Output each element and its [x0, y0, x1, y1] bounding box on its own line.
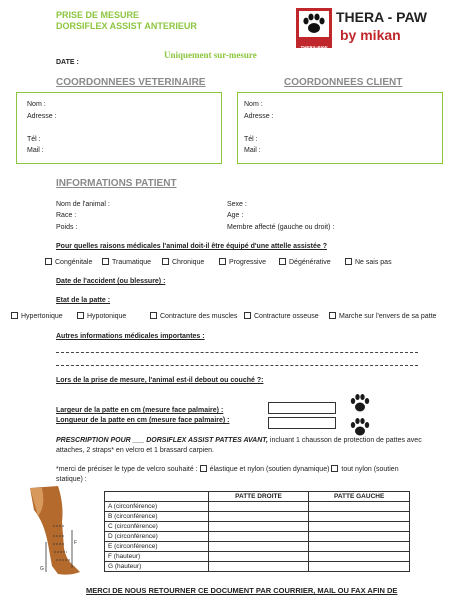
- client-section-title: COORDONNEES CLIENT: [284, 77, 403, 88]
- question-autres: Autres informations médicales importantes :: [56, 333, 205, 340]
- cell-droite-c[interactable]: [208, 522, 309, 532]
- table-row: B (circonférence): [105, 512, 410, 522]
- cell-gauche-f[interactable]: [309, 552, 410, 562]
- cell-droite-g[interactable]: [208, 562, 309, 572]
- logo-small-text: THERA-PAW: [300, 45, 328, 50]
- answer-line-1[interactable]: [56, 352, 418, 353]
- largeur-input[interactable]: [268, 402, 336, 414]
- prescription-line1: PRESCRIPTION POUR ___ DORSIFLEX ASSIST PATTES AVANT, incluant 1 chausson de protection de pattes avec: [56, 437, 422, 444]
- client-adresse: Adresse :: [244, 113, 274, 120]
- reason-degenerative[interactable]: Dégénérative: [279, 258, 331, 267]
- checkbox[interactable]: [219, 258, 226, 265]
- leg-letter-f: F: [74, 540, 78, 546]
- checkbox[interactable]: [279, 258, 286, 265]
- subtitle: Uniquement sur-mesure: [164, 50, 257, 60]
- title-line1: PRISE DE MESURE: [56, 10, 140, 20]
- cell-gauche-a[interactable]: [309, 502, 410, 512]
- patient-age: Age :: [227, 212, 244, 219]
- prescription-line2: attaches, 2 straps* en velcro et 1 brassard carpien.: [56, 447, 214, 454]
- velcro-nylon-checkbox[interactable]: [331, 465, 338, 472]
- patient-poids: Poids :: [56, 224, 78, 231]
- checkbox[interactable]: [45, 258, 52, 265]
- vet-box: [16, 92, 222, 164]
- cell-droite-f[interactable]: [208, 552, 309, 562]
- brand-logo: [296, 8, 332, 48]
- cell-droite-e[interactable]: [208, 542, 309, 552]
- reason-ne-sais-pas[interactable]: Ne sais pas: [345, 258, 392, 267]
- patient-section-title: INFORMATIONS PATIENT: [56, 178, 177, 189]
- question-debout: Lors de la prise de mesure, l'animal est-il debout ou couché ?:: [56, 377, 264, 384]
- client-tel: Tél :: [244, 136, 258, 143]
- vet-mail: Mail :: [27, 147, 44, 154]
- vet-nom: Nom :: [27, 101, 46, 108]
- vet-adresse: Adresse :: [27, 113, 57, 120]
- leg-letter-e: E: [42, 557, 46, 563]
- longueur-input[interactable]: [268, 417, 336, 429]
- checkbox[interactable]: [345, 258, 352, 265]
- patient-sexe: Sexe :: [227, 201, 247, 208]
- checkbox[interactable]: [150, 312, 157, 319]
- cell-gauche-b[interactable]: [309, 512, 410, 522]
- reason-traumatique[interactable]: Traumatique: [102, 258, 151, 267]
- dog-leg-illustration: [28, 486, 84, 578]
- client-mail: Mail :: [244, 147, 261, 154]
- velcro-line1: *merci de préciser le type de velcro souhaité : élastique et nylon (soutien dynamique) tout nylon (soutien: [56, 466, 399, 473]
- velcro-line2: statique) :: [56, 476, 87, 483]
- leg-letter-a: A: [38, 523, 42, 529]
- cell-droite-d[interactable]: [208, 532, 309, 542]
- checkbox[interactable]: [11, 312, 18, 319]
- table-row: D (circonférence): [105, 532, 410, 542]
- reason-progressive[interactable]: Progressive: [219, 258, 266, 267]
- etat-hypertonique[interactable]: Hypertonique: [11, 312, 63, 321]
- table-row: G (hauteur): [105, 562, 410, 572]
- reason-congenitale[interactable]: Congénitale: [45, 258, 92, 267]
- client-box: [237, 92, 443, 164]
- table-header-row: [105, 492, 410, 502]
- leg-letter-b: B: [38, 533, 42, 539]
- question-reasons: Pour quelles raisons médicales l'animal doit-il être équipé d'une attelle assistée ?: [56, 243, 327, 250]
- question-etat: Etat de la patte :: [56, 297, 111, 304]
- checkbox[interactable]: [77, 312, 84, 319]
- leg-letter-d: D: [40, 549, 44, 555]
- cell-gauche-d[interactable]: [309, 532, 410, 542]
- table-header-gauche: PATTE GAUCHE: [309, 492, 410, 502]
- brand-name: THERA - PAW: [336, 9, 427, 25]
- patient-race: Race :: [56, 212, 77, 219]
- cell-droite-a[interactable]: [208, 502, 309, 512]
- paw-print-icon: [349, 392, 371, 414]
- patient-membre: Membre affecté (gauche ou droit) :: [227, 224, 335, 231]
- footer-notice: MERCI DE NOUS RETOURNER CE DOCUMENT PAR COURRIER, MAIL OU FAX AFIN DE: [86, 586, 398, 595]
- largeur-label: Largeur de la patte en cm (mesure face palmaire) :: [56, 407, 224, 414]
- velcro-elastique-checkbox[interactable]: [200, 465, 207, 472]
- etat-contracture-muscles[interactable]: Contracture des muscles: [150, 312, 237, 321]
- cell-gauche-e[interactable]: [309, 542, 410, 552]
- table-row: C (circonférence): [105, 522, 410, 532]
- etat-contracture-osseuse[interactable]: Contracture osseuse: [244, 312, 319, 321]
- vet-tel: Tél :: [27, 136, 41, 143]
- cell-gauche-g[interactable]: [309, 562, 410, 572]
- table-header-label: [105, 492, 209, 502]
- reason-chronique[interactable]: Chronique: [162, 258, 204, 267]
- client-nom: Nom :: [244, 101, 263, 108]
- leg-letter-g: G: [40, 566, 44, 572]
- brand-sub: by mikan: [340, 27, 401, 43]
- table-row: A (circonférence): [105, 502, 410, 512]
- checkbox[interactable]: [102, 258, 109, 265]
- leg-letter-c: C: [38, 541, 42, 547]
- paw-logo-icon: [296, 8, 332, 40]
- patient-nom: Nom de l'animal :: [56, 201, 110, 208]
- etat-hypotonique[interactable]: Hypotonique: [77, 312, 126, 321]
- table-header-droite: PATTE DROITE: [208, 492, 309, 502]
- vet-section-title: COORDONNEES VETERINAIRE: [56, 77, 206, 88]
- question-accident: Date de l'accident (ou blessure) :: [56, 278, 166, 285]
- longueur-label: Longueur de la patte en cm (mesure face palmaire) :: [56, 417, 230, 424]
- cell-droite-b[interactable]: [208, 512, 309, 522]
- table-row: E (circonférence): [105, 542, 410, 552]
- title-line2: DORSIFLEX ASSIST ANTERIEUR: [56, 21, 197, 31]
- measurement-table: [104, 491, 410, 572]
- cell-gauche-c[interactable]: [309, 522, 410, 532]
- paw-print-icon: [349, 416, 371, 438]
- answer-line-2[interactable]: [56, 365, 418, 366]
- etat-marche-envers[interactable]: Marche sur l'envers de sa patte: [329, 312, 436, 321]
- checkbox[interactable]: [162, 258, 169, 265]
- checkbox[interactable]: [244, 312, 251, 319]
- date-label: DATE :: [56, 59, 79, 66]
- checkbox[interactable]: [329, 312, 336, 319]
- table-row: F (hauteur): [105, 552, 410, 562]
